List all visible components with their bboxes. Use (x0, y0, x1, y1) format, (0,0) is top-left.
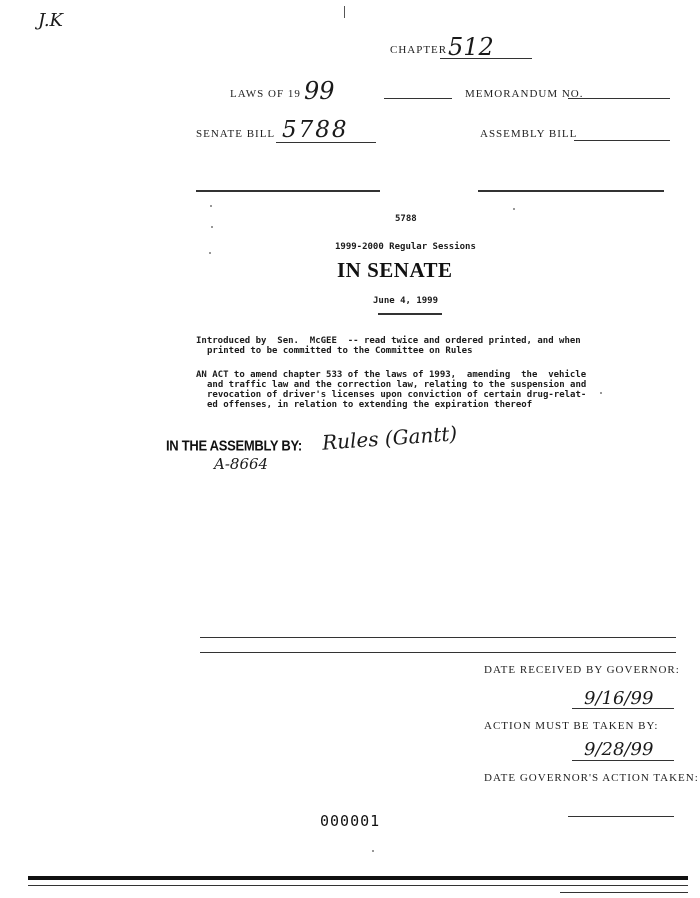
assembly-number-handwritten: A-8664 (214, 455, 269, 473)
scan-speck (372, 850, 374, 852)
act-line-2: and traffic law and the correction law, relating to the suspension and (207, 380, 587, 390)
footer-rule-top (200, 637, 676, 638)
date-received-value: 9/16/99 (584, 688, 654, 709)
session-line: 1999-2000 Regular Sessions (335, 242, 476, 252)
assembly-bill-label: ASSEMBLY BILL (480, 128, 578, 140)
scan-speck (210, 205, 212, 207)
laws-blank-line (384, 98, 452, 99)
assembly-bill-blank-line (574, 140, 670, 141)
laws-value: 99 (304, 77, 335, 105)
action-taken-line (568, 816, 674, 817)
action-by-value: 9/28/99 (584, 739, 654, 760)
chapter-label: CHAPTER (390, 44, 448, 56)
act-line-3: revocation of driver's licenses upon conviction of certain drug-relat- (207, 390, 587, 400)
senate-bill-label: SENATE BILL (196, 128, 276, 140)
introduced-line-1: Introduced by Sen. McGEE -- read twice and ordered printed, and when (196, 336, 581, 346)
header-separator-left (196, 190, 380, 192)
date-underline (378, 313, 442, 315)
corner-initials: J.K (38, 10, 63, 31)
action-by-label: ACTION MUST BE TAKEN BY: (484, 720, 659, 732)
chamber-title: IN SENATE (337, 258, 453, 282)
date-received-label: DATE RECEIVED BY GOVERNOR: (484, 664, 680, 676)
act-line-4: ed offenses, in relation to extending the expiration thereof (207, 400, 533, 410)
action-by-line (572, 760, 674, 761)
senate-bill-value: 5788 (282, 117, 349, 143)
top-tick-mark (344, 6, 345, 18)
laws-label: LAWS OF 19 (230, 88, 301, 100)
bottom-thin-rule (28, 885, 688, 886)
senate-bill-underline (276, 142, 376, 143)
chapter-underline (440, 58, 532, 59)
date-received-line (572, 708, 674, 709)
memorandum-label: MEMORANDUM NO. (465, 88, 584, 100)
page-number: 000001 (320, 812, 381, 830)
scan-speck (209, 252, 211, 254)
bottom-heavy-bar (28, 876, 688, 880)
scan-speck (211, 226, 213, 228)
scan-speck (600, 392, 602, 394)
memorandum-blank-line (568, 98, 670, 99)
action-taken-label: DATE GOVERNOR'S ACTION TAKEN: (484, 772, 699, 784)
header-separator-right (478, 190, 664, 192)
introduced-line-2: printed to be committed to the Committee on Rules (207, 346, 473, 356)
bottom-short-rule (560, 892, 688, 893)
assembly-sponsor-handwritten: Rules (Gantt) (321, 421, 458, 455)
scan-speck (513, 208, 515, 210)
footer-rule-bottom (200, 652, 676, 653)
bill-number: 5788 (395, 214, 417, 224)
act-line-1: AN ACT to amend chapter 533 of the laws of 1993, amending the vehicle (196, 370, 587, 380)
bill-date: June 4, 1999 (373, 296, 439, 306)
assembly-by-stamp: IN THE ASSEMBLY BY: (166, 436, 302, 455)
chapter-value: 512 (448, 33, 494, 61)
